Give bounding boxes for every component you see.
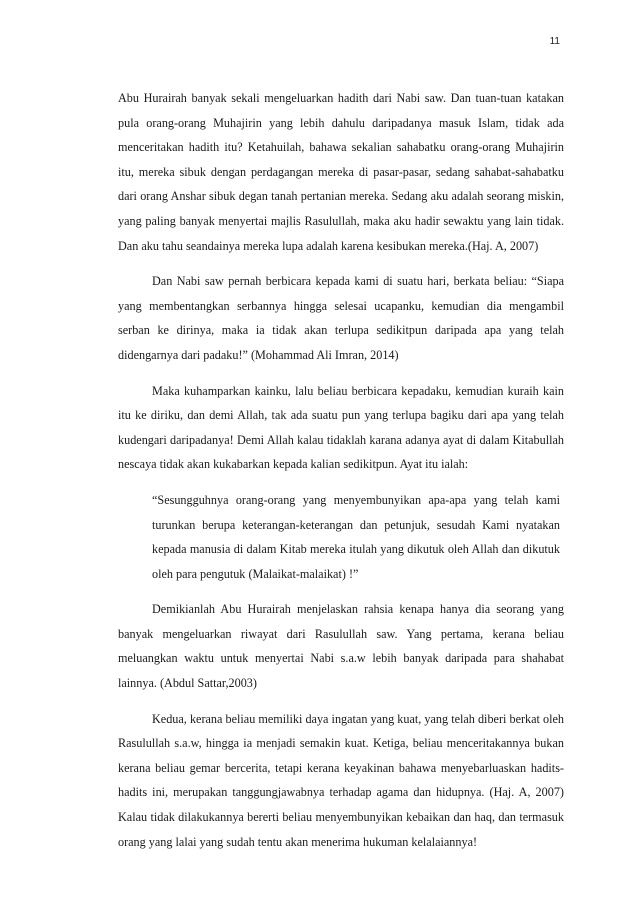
- paragraph-2: Dan Nabi saw pernah berbicara kepada kami di suatu hari, berkata beliau: “Siapa yang membentangkan serbannya hingga selesai ucapanku, kemudian dia mengambil serban ke dirinya, maka ia tidak akan terlupa sedikitpun daripada apa yang telah didengarnya dari padaku!” (Mohammad Ali Imran, 2014): [118, 274, 564, 362]
- block-quote: “Sesungguhnya orang-orang yang menyembunyikan apa-apa yang telah kami turunkan berupa keterangan-keterangan dan petunjuk, sesudah Kami nyatakan kepada manusia di dalam Kitab mereka itulah yang dikutuk oleh Allah dan dikutuk oleh para pengutuk (Malaikat-malaikat) !”: [152, 492, 560, 581]
- paragraph-5: Kedua, kerana beliau memiliki daya ingatan yang kuat, yang telah diberi berkat oleh Rasulullah s.a.w, hingga ia menjadi semakin kuat. Ketiga, beliau menceritakannya bukan kerana beliau gemar bercerita, tetapi kerana keyakinan bahawa menyebarluaskan hadits-hadits ini, merupakan tanggungjawabnya terhadap agama dan hidupnya. (Haj. A, 2007) Kalau tidak dilakukannya bererti beliau menyembunyikan kebaikan dan haq, dan termasuk orang yang lalai yang sudah tentu akan menerima hukuman kelalaiannya!: [118, 711, 564, 849]
- paragraph-4: Demikianlah Abu Hurairah menjelaskan rahsia kenapa hanya dia seorang yang banyak mengeluarkan riwayat dari Rasulullah saw. Yang pertama, kerana beliau meluangkan waktu untuk menyertai Nabi s.a.w lebih banyak daripada para shahabat lainnya. (Abdul Sattar,2003): [118, 602, 564, 691]
- paragraph-1: Abu Hurairah banyak sekali mengeluarkan hadith dari Nabi saw. Dan tuan-tuan katakan pula orang-orang Muhajirin yang lebih dahulu daripadanya masuk Islam, tidak ada menceritakan hadith itu? Ketahuilah, bahawa sekalian sahabatku orang-orang Muhajirin itu, mereka sibuk dengan perdagangan mereka di pasar-pasar, sedang sahabat-sahabatku dari orang Anshar sibuk degan tanah pertanian mereka. Sedang aku adalah seorang miskin, yang paling banyak menyertai majlis Rasulullah, maka aku hadir sewaktu yang lain tidak. Dan aku tahu seandainya mereka lupa adalah karena kesibukan mereka.(Haj. A, 2007): [118, 91, 564, 253]
- body-text: [118, 86, 564, 865]
- page-number: 11: [549, 36, 560, 47]
- paragraph-3: Maka kuhamparkan kainku, lalu beliau berbicara kepadaku, kemudian kuraih kain itu ke diriku, dan demi Allah, tak ada suatu pun yang terlupa bagiku dari apa yang telah kudengari daripadanya! Demi Allah kalau tidaklah karana adanya ayat di dalam Kitabullah nescaya tidak akan kukabarkan kepada kalian sedikitpun. Ayat itu ialah:: [118, 383, 564, 472]
